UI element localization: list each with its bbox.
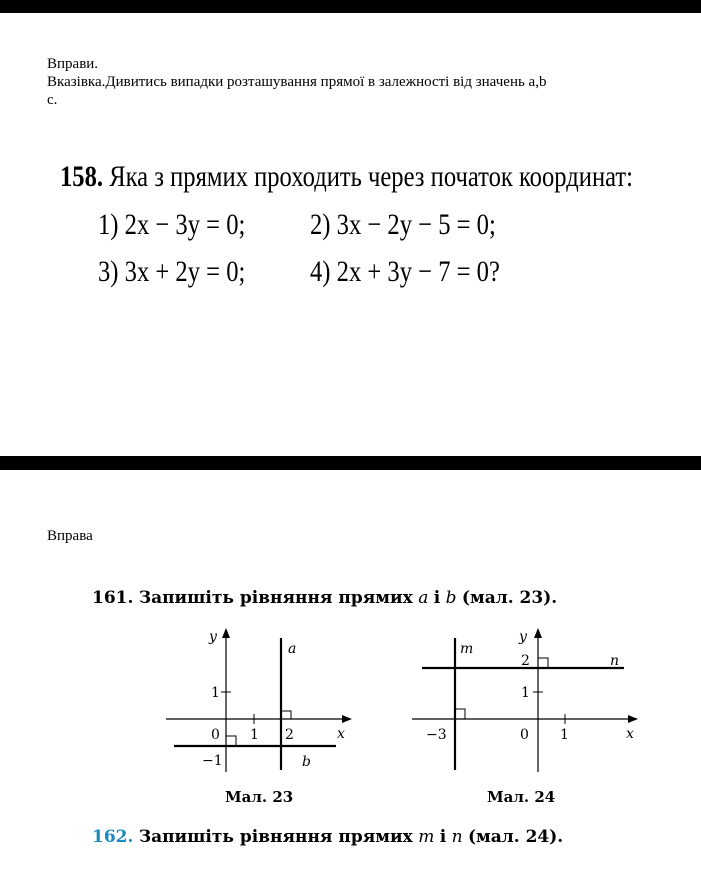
variable-m: m [418,827,435,847]
section-title-2: Вправа [47,528,93,544]
variable-b: b [445,588,457,608]
exercise-162 [92,827,563,847]
variable-a: a [418,588,429,608]
exercise-161 [92,588,557,608]
line-n-label: n [610,653,620,669]
figure-24-caption: Мал. 24 [487,788,556,806]
hint-text-continued: c. [47,92,58,108]
exercise-158-question [60,160,633,194]
conjunction: і [439,827,447,847]
origin-label: 0 [520,727,529,743]
tick-label-x2: 2 [285,727,294,743]
line-m-label: m [460,641,474,657]
option-1: 1) 2x − 3y = 0; [98,208,246,241]
tick-label-y2: 2 [521,653,530,669]
x-axis-label: x [337,726,345,742]
tick-label-y1: 1 [211,685,220,701]
line-b-label: b [302,754,311,770]
y-axis-label: y [519,629,527,645]
conjunction: і [433,588,441,608]
option-4: 4) 2x + 3y − 7 = 0? [310,255,500,288]
origin-label: 0 [211,727,220,743]
exercise-number: 162. [92,827,134,847]
top-divider [0,0,701,13]
question-text: Яка з прямих проходить через початок координат: [109,160,633,193]
x-axis-label: x [626,726,634,742]
task-text: Запишіть рівняння прямих [138,827,413,847]
tick-label-x1: 1 [560,727,569,743]
tick-label-x1: 1 [250,727,259,743]
section-title: Вправи. [47,56,99,72]
line-a-label: a [288,641,297,657]
hint-text: Вказівка.Дивитись випадки розташування прямої в залежності від значень a,b [47,74,547,90]
task-text: Запишіть рівняння прямих [138,588,413,608]
figure-23-caption: Мал. 23 [225,788,294,806]
variable-n: n [451,827,463,847]
middle-divider [0,456,701,470]
option-3: 3) 3x + 2y = 0; [98,255,246,288]
option-2: 2) 3x − 2y − 5 = 0; [310,208,496,241]
figure-ref: (мал. 24). [467,827,564,847]
exercise-number: 158. [60,160,104,193]
figure-ref: (мал. 23). [461,588,558,608]
tick-label-y1: 1 [521,685,530,701]
tick-label-y-minus1: −1 [202,753,223,769]
exercise-number: 161. [92,588,134,608]
y-axis-label: y [209,629,217,645]
tick-label-x-minus3: −3 [426,727,447,743]
